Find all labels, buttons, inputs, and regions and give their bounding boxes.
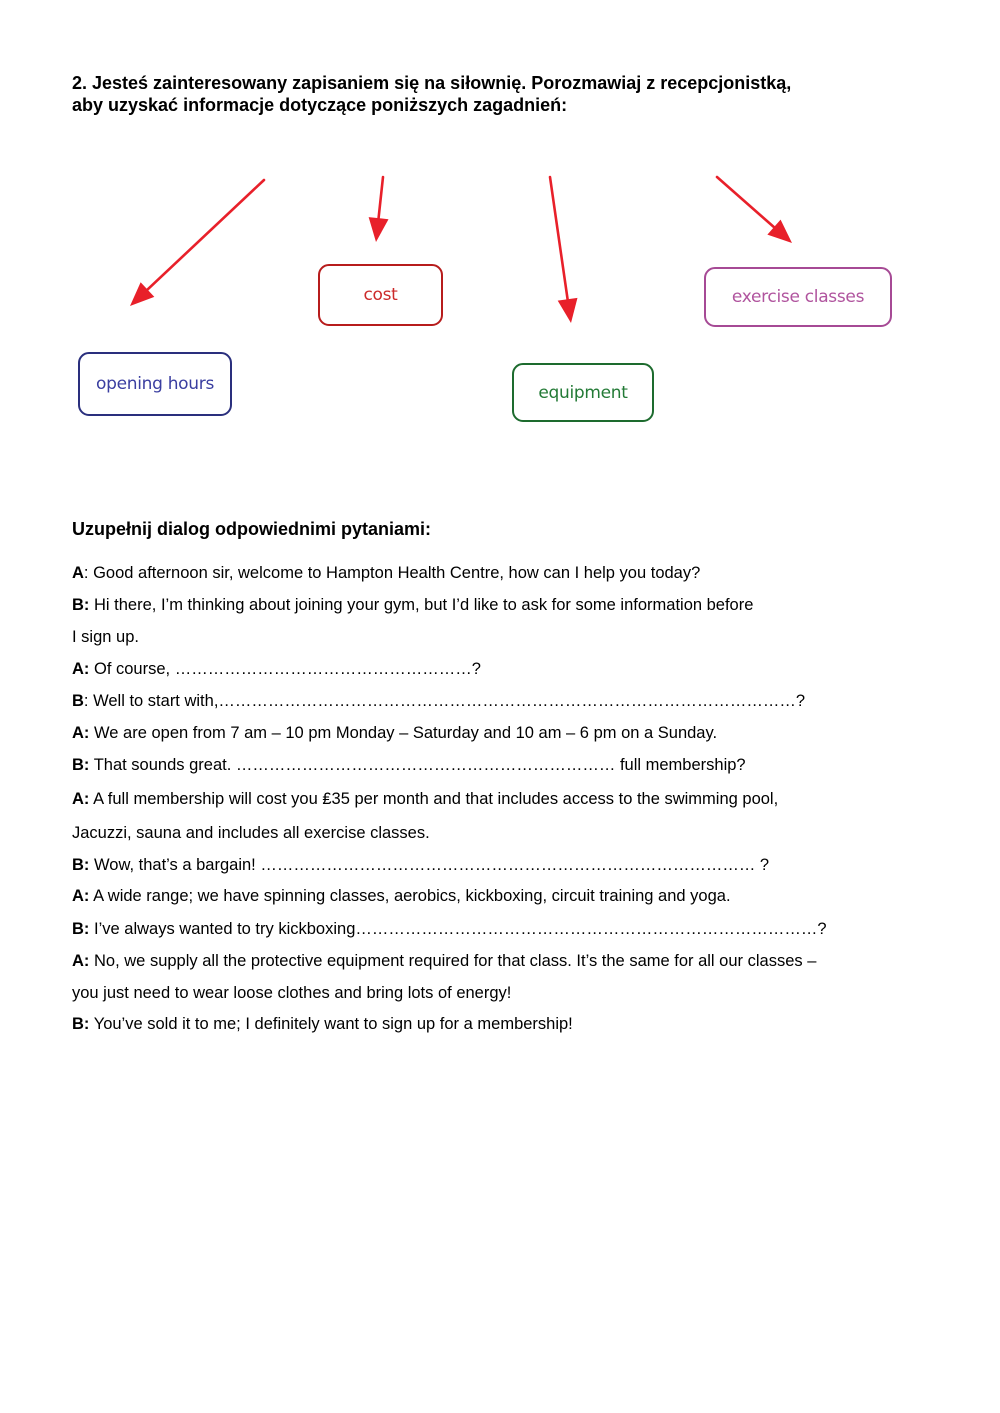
heading-line-1: 2. Jesteś zainteresowany zapisaniem się na siłownię. Porozmawiaj z recepcjonistką, (72, 73, 792, 93)
speaker-label: B: (72, 920, 90, 938)
dialog-text: That sounds great. …………………………………………………………… full membership? (89, 756, 746, 774)
dialog-line (72, 983, 511, 1003)
topic-equipment-label: equipment (538, 382, 628, 403)
dialog-line (72, 886, 731, 906)
dialog-text: Jacuzzi, sauna and includes all exercise classes. (72, 824, 430, 842)
heading-line-2: aby uzyskać informacje dotyczące poniższych zagadnień: (72, 95, 568, 115)
arrow-to-equipment-head (558, 298, 578, 323)
arrow-to-cost-head (369, 217, 389, 242)
dialog-text: Of course, ………………………………………………? (89, 660, 481, 678)
dialog-text: No, we supply all the protective equipment required for that class. It’s the same for all our classes – (89, 952, 817, 970)
speaker-label: B: (72, 596, 90, 614)
dialog-text: you just need to wear loose clothes and bring lots of energy! (72, 984, 512, 1002)
topic-cost-label: cost (363, 285, 398, 305)
dialog-text: I sign up. (72, 628, 139, 646)
dialog-line (72, 823, 430, 843)
speaker-label: A: (72, 660, 90, 678)
speaker-label: A: (72, 790, 90, 808)
dialog-line (72, 1014, 573, 1034)
dialog-line (72, 919, 827, 939)
speaker-label: B: (72, 856, 90, 874)
topic-exercise-classes-label: exercise classes (731, 287, 865, 307)
dialog-line (72, 691, 805, 711)
speaker-label: B (72, 692, 84, 710)
topic-opening-hours-label: opening hours (95, 374, 214, 394)
dialog-line (72, 595, 753, 615)
speaker-label: B: (72, 756, 90, 774)
topic-opening-hours-box (78, 352, 232, 416)
topic-exercise-classes-box (704, 267, 892, 327)
speaker-label: A (72, 564, 84, 582)
dialog-line (72, 951, 816, 971)
speaker-label: A: (72, 724, 90, 742)
dialog-text: I’ve always wanted to try kickboxing…………………………………………………………………………? (89, 920, 827, 938)
dialog-text: You’ve sold it to me; I definitely want to sign up for a membership! (89, 1015, 573, 1033)
dialog-text: A full membership will cost you ₤35 per month and that includes access to the swimming pool, (89, 790, 779, 808)
dialog-line (72, 563, 700, 583)
dialog-line (72, 723, 717, 743)
arrow-to-opening-hours-shaft (147, 180, 264, 290)
dialog-line (72, 659, 481, 679)
dialog-text: We are open from 7 am – 10 pm Monday – Saturday and 10 am – 6 pm on a Sunday. (89, 724, 718, 742)
dialog-heading: Uzupełnij dialog odpowiednimi pytaniami: (72, 519, 432, 539)
dialog-line (72, 789, 778, 809)
arrow-to-equipment-shaft (550, 177, 568, 299)
dialog-line (72, 855, 769, 875)
dialog-text: : Good afternoon sir, welcome to Hampton Health Centre, how can I help you today? (83, 564, 701, 582)
arrow-to-exercise-classes-shaft (717, 177, 774, 227)
dialog-text: A wide range; we have spinning classes, aerobics, kickboxing, circuit training and yoga. (89, 887, 731, 905)
dialog-text: : Well to start with,……………………………………………………………………………………………? (83, 692, 806, 710)
dialog-line (72, 755, 746, 775)
topic-equipment-box (512, 363, 654, 422)
dialog-text: Hi there, I’m thinking about joining your gym, but I’d like to ask for some information before (89, 596, 754, 614)
speaker-label: A: (72, 887, 90, 905)
arrow-to-cost-shaft (379, 177, 383, 218)
topic-cost-box (318, 264, 443, 326)
speaker-label: B: (72, 1015, 90, 1033)
dialog-text: Wow, that’s a bargain! ……………………………………………………………………………… ? (89, 856, 770, 874)
speaker-label: A: (72, 952, 90, 970)
dialog-line (72, 627, 139, 647)
exercise-heading (72, 72, 952, 116)
